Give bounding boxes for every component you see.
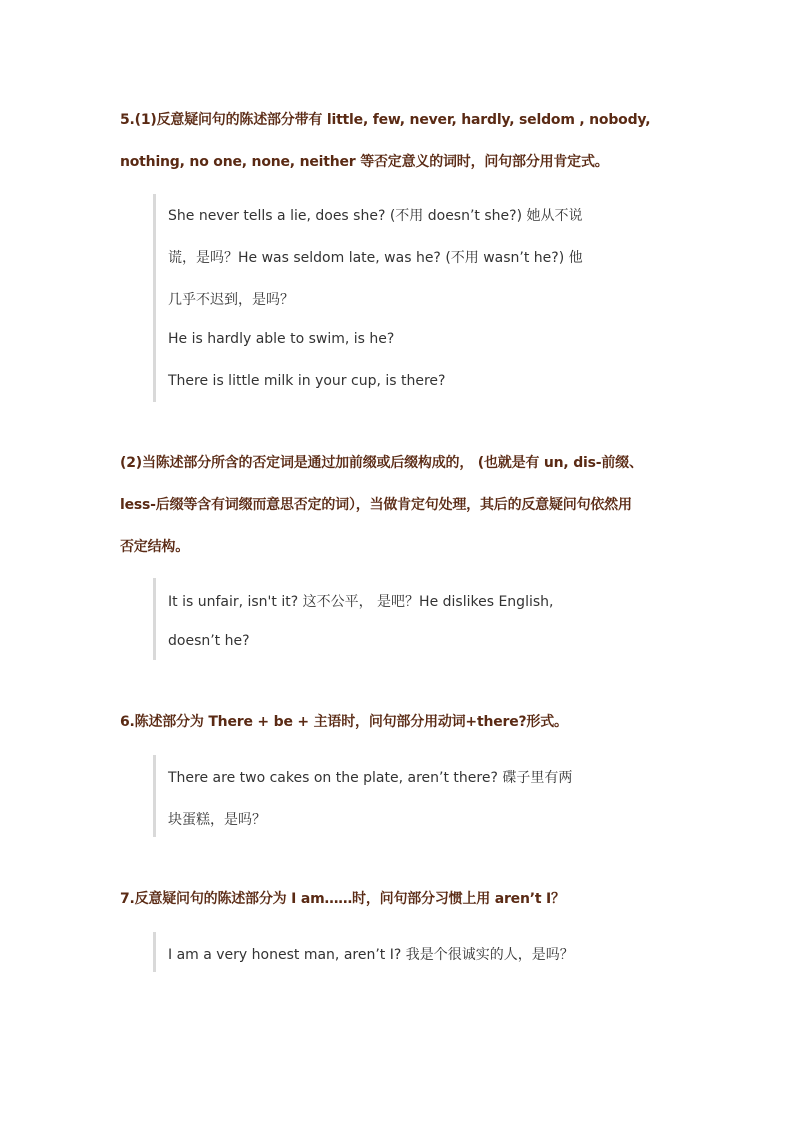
section-5-2-quote-bar bbox=[153, 578, 169, 660]
quote-line: There are two cakes on the plate, aren’t there? 碟子里有两 bbox=[168, 770, 573, 786]
section-5-quote-bar bbox=[153, 194, 169, 402]
section-6-quote-bar bbox=[153, 755, 169, 837]
quote-line: 几乎不迟到，是吗？ bbox=[168, 292, 294, 308]
quote-line: I am a very honest man, aren’t I? 我是个很诚实的人，是吗？ bbox=[168, 947, 574, 963]
quote-line: She never tells a lie, does she? (不用 doesn’t she?) 她从不说 bbox=[168, 208, 583, 224]
section-5-2-heading-line-1: (2)当陈述部分所含的否定词是通过加前缀或后缀构成的， (也就是有 un, dis-前缀、 bbox=[120, 455, 643, 471]
section-5-heading-line-1: 5.(1)反意疑问句的陈述部分带有 little, few, never, hardly, seldom , nobody, bbox=[120, 112, 651, 128]
section-5-heading-line-2: nothing, no one, none, neither 等否定意义的词时，问句部分用肯定式。 bbox=[120, 154, 609, 170]
quote-line: doesn’t he? bbox=[168, 633, 250, 649]
quote-line: 块蛋糕，是吗？ bbox=[168, 812, 266, 828]
quote-line: There is little milk in your cup, is there? bbox=[168, 373, 446, 389]
section-7-quote-bar bbox=[153, 932, 169, 972]
quote-line: He is hardly able to swim, is he? bbox=[168, 331, 395, 347]
quote-line: It is unfair, isn't it? 这不公平， 是吧？He dislikes English, bbox=[168, 594, 554, 610]
section-5-2-heading-line-2: less-后缀等含有词缀而意思否定的词），当做肯定句处理，其后的反意疑问句依然用 bbox=[120, 497, 632, 513]
section-5-2-heading-line-3: 否定结构。 bbox=[120, 539, 189, 555]
section-6-heading: 6.陈述部分为 There + be + 主语时，问句部分用动词+there?形式。 bbox=[120, 714, 568, 730]
quote-line: 谎，是吗？He was seldom late, was he? (不用 wasn’t he?) 他 bbox=[168, 250, 583, 266]
section-7-heading: 7.反意疑问句的陈述部分为 I am……时，问句部分习惯上用 aren’t I？ bbox=[120, 891, 565, 907]
